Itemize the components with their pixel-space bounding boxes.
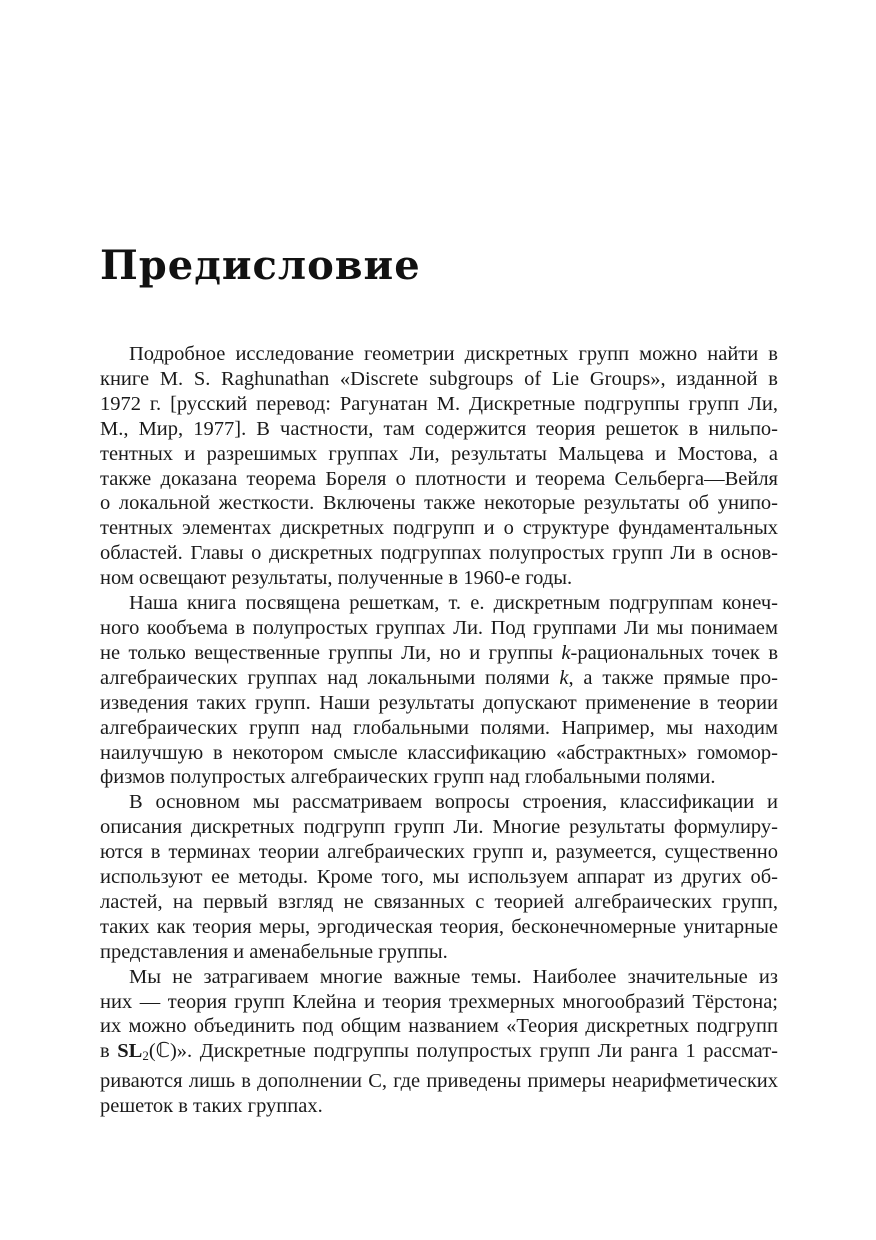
text-line: используют ее методы. Кроме того, мы используем аппарат из других об- xyxy=(100,866,778,889)
text-line: алгебраических групп над глобальными полями. Например, мы находим xyxy=(100,716,778,739)
text-line: физмов полупростых алгебраических групп над глобальными полями. xyxy=(100,766,716,789)
text-line: риваются лишь в дополнении C, где приведены примеры неарифметических xyxy=(100,1070,778,1093)
text-line: М., Мир, 1977]. В частности, там содержится теория решеток в нильпо- xyxy=(100,417,778,440)
text-line: решеток в таких группах. xyxy=(100,1095,323,1118)
preface-body xyxy=(100,342,778,1119)
math-subscript: 2 xyxy=(142,1048,149,1064)
text-line: Подробное исследование геометрии дискретных групп можно найти в xyxy=(129,343,778,365)
text-line: их можно объединить под общим названием «Теория дискретных подгрупп xyxy=(100,1015,778,1038)
text-line: ного кообъема в полупростых группах Ли. Под группами Ли мы понимаем xyxy=(100,616,778,639)
text-line: них — теория групп Клейна и теория трехмерных многообразий Тёрстона; xyxy=(100,990,778,1013)
text-line: 1972 г. [русский перевод: Рагунатан М. Дискретные подгруппы групп Ли, xyxy=(100,392,778,415)
text-line: ластей, на первый взгляд не связанных с теорией алгебраических групп, xyxy=(100,890,778,913)
text-line: о локальной жесткости. Включены также некоторые результаты об унипо- xyxy=(100,492,778,515)
text-line xyxy=(100,1039,778,1069)
text-line xyxy=(100,641,778,666)
text-segment: в xyxy=(100,1040,118,1063)
paragraph-1 xyxy=(100,342,778,591)
text-line: тентных и разрешимых группах Ли, результаты Мальцева и Мостова, а xyxy=(100,442,778,465)
text-line xyxy=(100,666,778,691)
page-title: Предисловие xyxy=(100,242,421,289)
text-line: описания дискретных подгрупп групп Ли. Многие результаты формулиру- xyxy=(100,816,778,839)
text-line: Наша книга посвящена решеткам, т. е. дискретным подгруппам конеч- xyxy=(129,592,778,615)
text-line: наилучшую в некотором смысле классификацию «абстрактных» гомомор- xyxy=(100,741,778,764)
math-group-sl: SL xyxy=(117,1040,143,1063)
text-segment: не только вещественные группы Ли, но и группы xyxy=(100,641,562,664)
paragraph-2 xyxy=(100,591,778,790)
text-segment: -рациональных точек в xyxy=(570,641,778,664)
text-segment: , а также прямые про- xyxy=(568,666,778,689)
text-segment: алгебраических группах над локальными полями xyxy=(100,666,560,689)
math-variable-k: k xyxy=(561,641,571,664)
math-variable-k: k xyxy=(559,666,569,689)
text-line: книге M. S. Raghunathan «Discrete subgroups of Lie Groups», изданной в xyxy=(100,367,778,390)
text-segment: (ℂ)». Дискретные подгруппы полупростых групп Ли ранга 1 рассмат- xyxy=(148,1040,778,1063)
text-line: таких как теория меры, эргодическая теория, бесконечномерные унитарные xyxy=(100,915,778,938)
text-line: изведения таких групп. Наши результаты допускают применение в теории xyxy=(100,691,778,714)
text-line: ном освещают результаты, полученные в 1960-е годы. xyxy=(100,567,573,590)
text-line: Мы не затрагиваем многие важные темы. Наиболее значительные из xyxy=(129,965,778,988)
text-line: областей. Главы о дискретных подгруппах полупростых групп Ли в основ- xyxy=(100,542,778,565)
text-line: тентных элементах дискретных подгрупп и о структуре фундаментальных xyxy=(100,517,778,540)
text-line: также доказана теорема Бореля о плотности и теорема Сельберга—Вейля xyxy=(100,467,778,490)
paragraph-3 xyxy=(100,790,778,964)
paragraph-4 xyxy=(100,965,778,1119)
text-line: ются в терминах теории алгебраических групп и, разумеется, существенно xyxy=(100,841,778,864)
text-line: В основном мы рассматриваем вопросы строения, классификации и xyxy=(129,791,778,814)
text-line: представления и аменабельные группы. xyxy=(100,940,448,963)
